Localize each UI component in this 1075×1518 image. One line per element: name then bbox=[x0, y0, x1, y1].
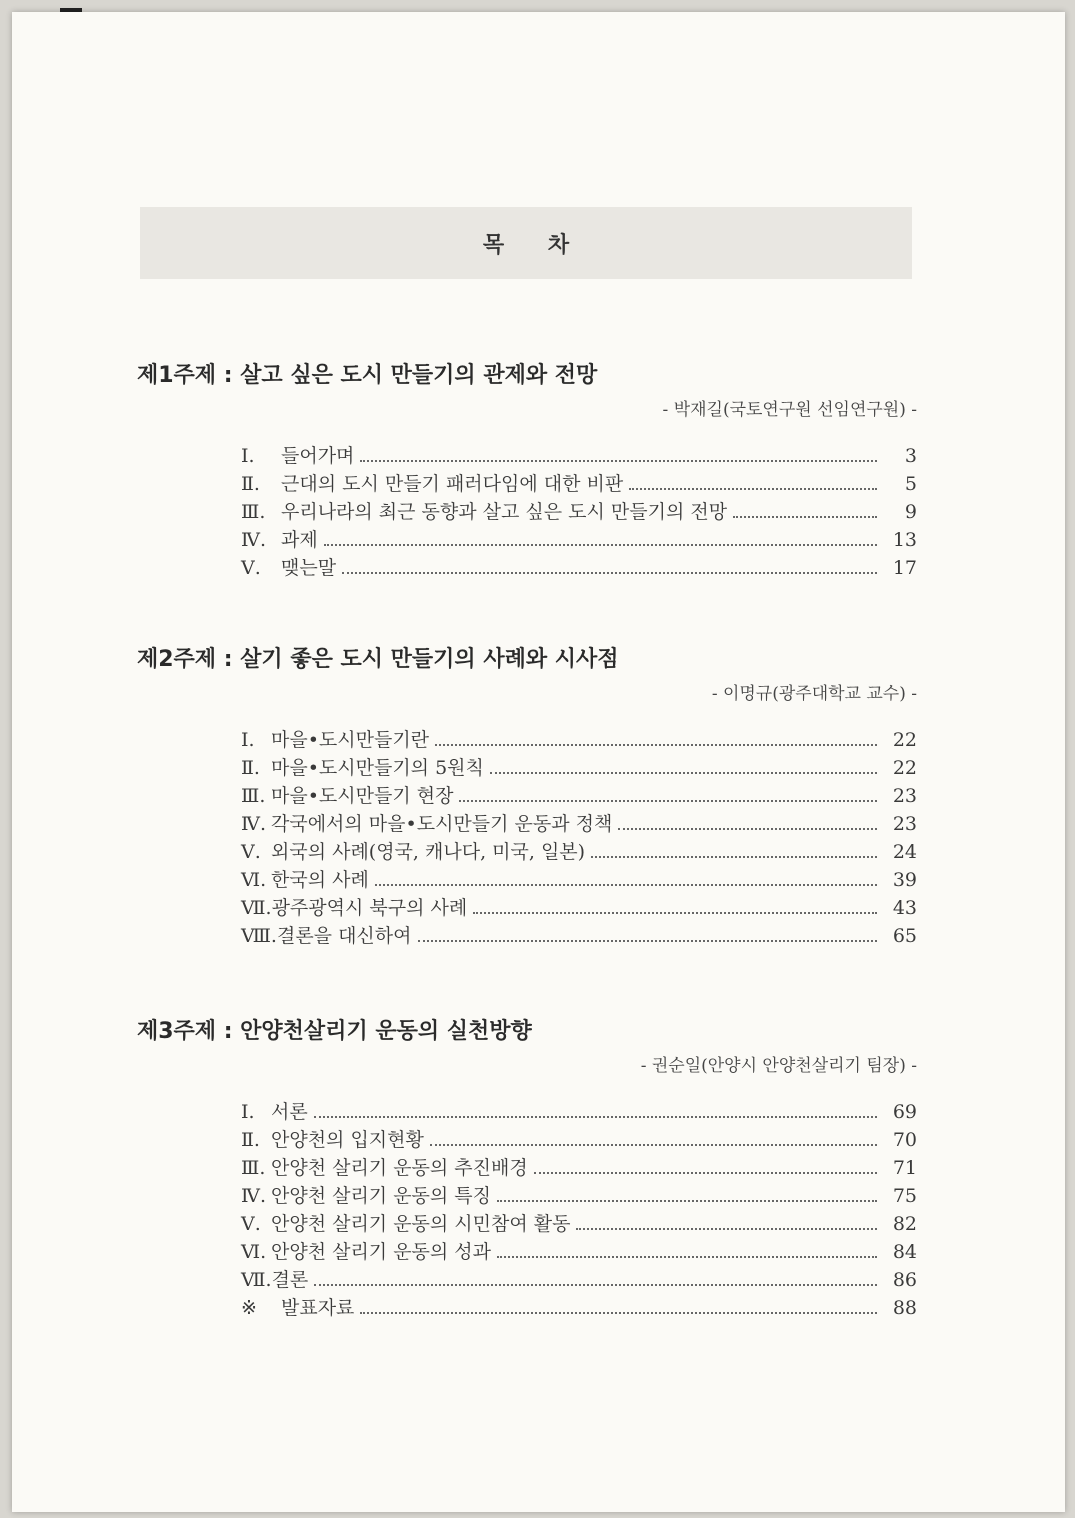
dot-leader bbox=[314, 1284, 877, 1286]
dot-leader bbox=[497, 1256, 877, 1258]
dot-leader bbox=[591, 856, 877, 858]
toc-number: Ⅵ. bbox=[241, 1241, 267, 1263]
toc-number: Ⅵ. bbox=[241, 869, 267, 891]
dot-leader bbox=[360, 1312, 877, 1314]
toc-number: Ⅰ. bbox=[241, 729, 255, 751]
toc-entry: 근대의 도시 만들기 패러다임에 대한 비판 bbox=[281, 473, 624, 495]
section-author: - 이명규(광주대학교 교수) - bbox=[711, 684, 917, 704]
toc-page-number: 5 bbox=[904, 473, 917, 495]
toc-row bbox=[241, 810, 917, 838]
toc-entry: 안양천 살리기 운동의 특징 bbox=[271, 1185, 492, 1207]
toc-number: Ⅲ. bbox=[241, 1157, 266, 1179]
dot-leader bbox=[360, 460, 877, 462]
toc-list bbox=[241, 442, 917, 582]
toc-page-number: 43 bbox=[892, 897, 917, 919]
dot-leader bbox=[733, 516, 877, 518]
toc-row bbox=[241, 754, 917, 782]
toc-number: Ⅳ. bbox=[241, 1185, 267, 1207]
toc-page-number: 24 bbox=[892, 841, 917, 863]
toc-row bbox=[241, 498, 917, 526]
toc-page-number: 3 bbox=[904, 445, 917, 467]
dot-leader bbox=[473, 912, 877, 914]
toc-number: Ⅶ. bbox=[241, 897, 272, 919]
toc-entry: 결론을 대신하여 bbox=[276, 925, 412, 947]
section-author: - 권순일(안양시 안양천살리기 팀장) - bbox=[640, 1056, 917, 1076]
toc-entry: 서론 bbox=[271, 1101, 308, 1123]
toc-entry: 광주광역시 북구의 사례 bbox=[271, 897, 468, 919]
toc-row bbox=[241, 1154, 917, 1182]
toc-number: Ⅷ. bbox=[241, 925, 277, 947]
toc-page-number: 65 bbox=[892, 925, 917, 947]
toc-row bbox=[241, 526, 917, 554]
toc-entry: 발표자료 bbox=[281, 1297, 355, 1319]
section-heading: 제2주제 : 살기 좋은 도시 만들기의 사례와 시사점 bbox=[137, 647, 619, 672]
toc-page-number: 82 bbox=[892, 1213, 917, 1235]
section-heading: 제1주제 : 살고 싶은 도시 만들기의 관제와 전망 bbox=[137, 363, 598, 388]
section-1 bbox=[137, 360, 917, 582]
toc-number: Ⅶ. bbox=[241, 1269, 272, 1291]
dot-leader bbox=[490, 772, 877, 774]
toc-page-number: 23 bbox=[892, 785, 917, 807]
dot-leader bbox=[459, 800, 877, 802]
section-2 bbox=[137, 644, 917, 950]
toc-row bbox=[241, 922, 917, 950]
toc-row bbox=[241, 1182, 917, 1210]
toc-entry: 마을•도시만들기 현장 bbox=[271, 785, 454, 807]
toc-entry: 들어가며 bbox=[281, 445, 355, 467]
toc-row bbox=[241, 1210, 917, 1238]
toc-page-number: 23 bbox=[892, 813, 917, 835]
toc-row bbox=[241, 554, 917, 582]
toc-page-number: 75 bbox=[892, 1185, 917, 1207]
toc-number: Ⅲ. bbox=[241, 785, 266, 807]
toc-row bbox=[241, 726, 917, 754]
toc-entry: 마을•도시만들기란 bbox=[271, 729, 430, 751]
toc-row bbox=[241, 442, 917, 470]
section-3 bbox=[137, 1016, 917, 1322]
toc-entry: 결론 bbox=[271, 1269, 309, 1291]
toc-entry: 한국의 사례 bbox=[271, 869, 369, 891]
toc-page-number: 69 bbox=[892, 1101, 917, 1123]
toc-entry: 우리나라의 최근 동향과 살고 싶은 도시 만들기의 전망 bbox=[281, 501, 728, 523]
dot-leader bbox=[418, 940, 878, 942]
toc-page-number: 84 bbox=[892, 1241, 917, 1263]
reference-mark-icon: ※ bbox=[241, 1297, 257, 1319]
toc-entry: 안양천 살리기 운동의 성과 bbox=[271, 1241, 492, 1263]
toc-page-number: 88 bbox=[892, 1297, 917, 1319]
toc-page-number: 71 bbox=[892, 1157, 917, 1179]
toc-row bbox=[241, 470, 917, 498]
dot-leader bbox=[497, 1200, 877, 1202]
dot-leader bbox=[430, 1144, 877, 1146]
toc-row bbox=[241, 1126, 917, 1154]
toc-number: Ⅴ. bbox=[241, 557, 261, 579]
section-author: - 박재길(국토연구원 선임연구원) - bbox=[662, 400, 917, 420]
toc-number: Ⅳ. bbox=[241, 813, 267, 835]
toc-number: Ⅱ. bbox=[241, 757, 260, 779]
toc-entry: 안양천 살리기 운동의 시민참여 활동 bbox=[271, 1213, 571, 1235]
dot-leader bbox=[435, 744, 877, 746]
toc-number: Ⅳ. bbox=[241, 529, 267, 551]
toc-row bbox=[241, 1266, 917, 1294]
toc-entry: 안양천의 입지현황 bbox=[271, 1129, 424, 1151]
toc-row bbox=[241, 894, 917, 922]
toc-number: Ⅰ. bbox=[241, 445, 255, 467]
toc-number: Ⅴ. bbox=[241, 841, 261, 863]
toc-entry: 맺는말 bbox=[281, 557, 337, 579]
toc-row bbox=[241, 1098, 917, 1126]
toc-page-number: 86 bbox=[892, 1269, 917, 1291]
toc-number: Ⅴ. bbox=[241, 1213, 261, 1235]
toc-list bbox=[241, 726, 917, 950]
dot-leader bbox=[342, 572, 877, 574]
dot-leader bbox=[534, 1172, 877, 1174]
toc-page-number: 13 bbox=[892, 529, 917, 551]
toc-entry: 마을•도시만들기의 5원칙 bbox=[271, 757, 484, 779]
toc-page-number: 39 bbox=[892, 869, 917, 891]
toc-row bbox=[241, 782, 917, 810]
toc-row bbox=[241, 866, 917, 894]
toc-row bbox=[241, 1238, 917, 1266]
toc-entry: 외국의 사례(영국, 캐나다, 미국, 일본) bbox=[271, 841, 586, 863]
dot-leader bbox=[324, 544, 877, 546]
toc-number: Ⅱ. bbox=[241, 1129, 260, 1151]
page-title: 목 차 bbox=[482, 232, 588, 258]
dot-leader bbox=[618, 828, 877, 830]
toc-entry: 과제 bbox=[281, 529, 318, 551]
toc-title-bar bbox=[140, 207, 912, 279]
toc-page-number: 17 bbox=[892, 557, 917, 579]
dot-leader bbox=[314, 1116, 877, 1118]
toc-row bbox=[241, 838, 917, 866]
toc-entry: 안양천 살리기 운동의 추진배경 bbox=[271, 1157, 528, 1179]
toc-page-number: 22 bbox=[892, 757, 917, 779]
toc-list bbox=[241, 1098, 917, 1322]
toc-page-number: 9 bbox=[904, 501, 917, 523]
toc-page-number: 70 bbox=[892, 1129, 917, 1151]
toc-page-number: 22 bbox=[892, 729, 917, 751]
toc-entry: 각국에서의 마을•도시만들기 운동과 정책 bbox=[271, 813, 613, 835]
toc-number: Ⅱ. bbox=[241, 473, 260, 495]
dot-leader bbox=[576, 1228, 877, 1230]
toc-number: Ⅲ. bbox=[241, 501, 266, 523]
section-heading: 제3주제 : 안양천살리기 운동의 실천방향 bbox=[137, 1019, 532, 1044]
document-page bbox=[12, 12, 1065, 1512]
dot-leader bbox=[629, 488, 877, 490]
toc-row bbox=[241, 1294, 917, 1322]
toc-number: Ⅰ. bbox=[241, 1101, 255, 1123]
dot-leader bbox=[375, 884, 877, 886]
